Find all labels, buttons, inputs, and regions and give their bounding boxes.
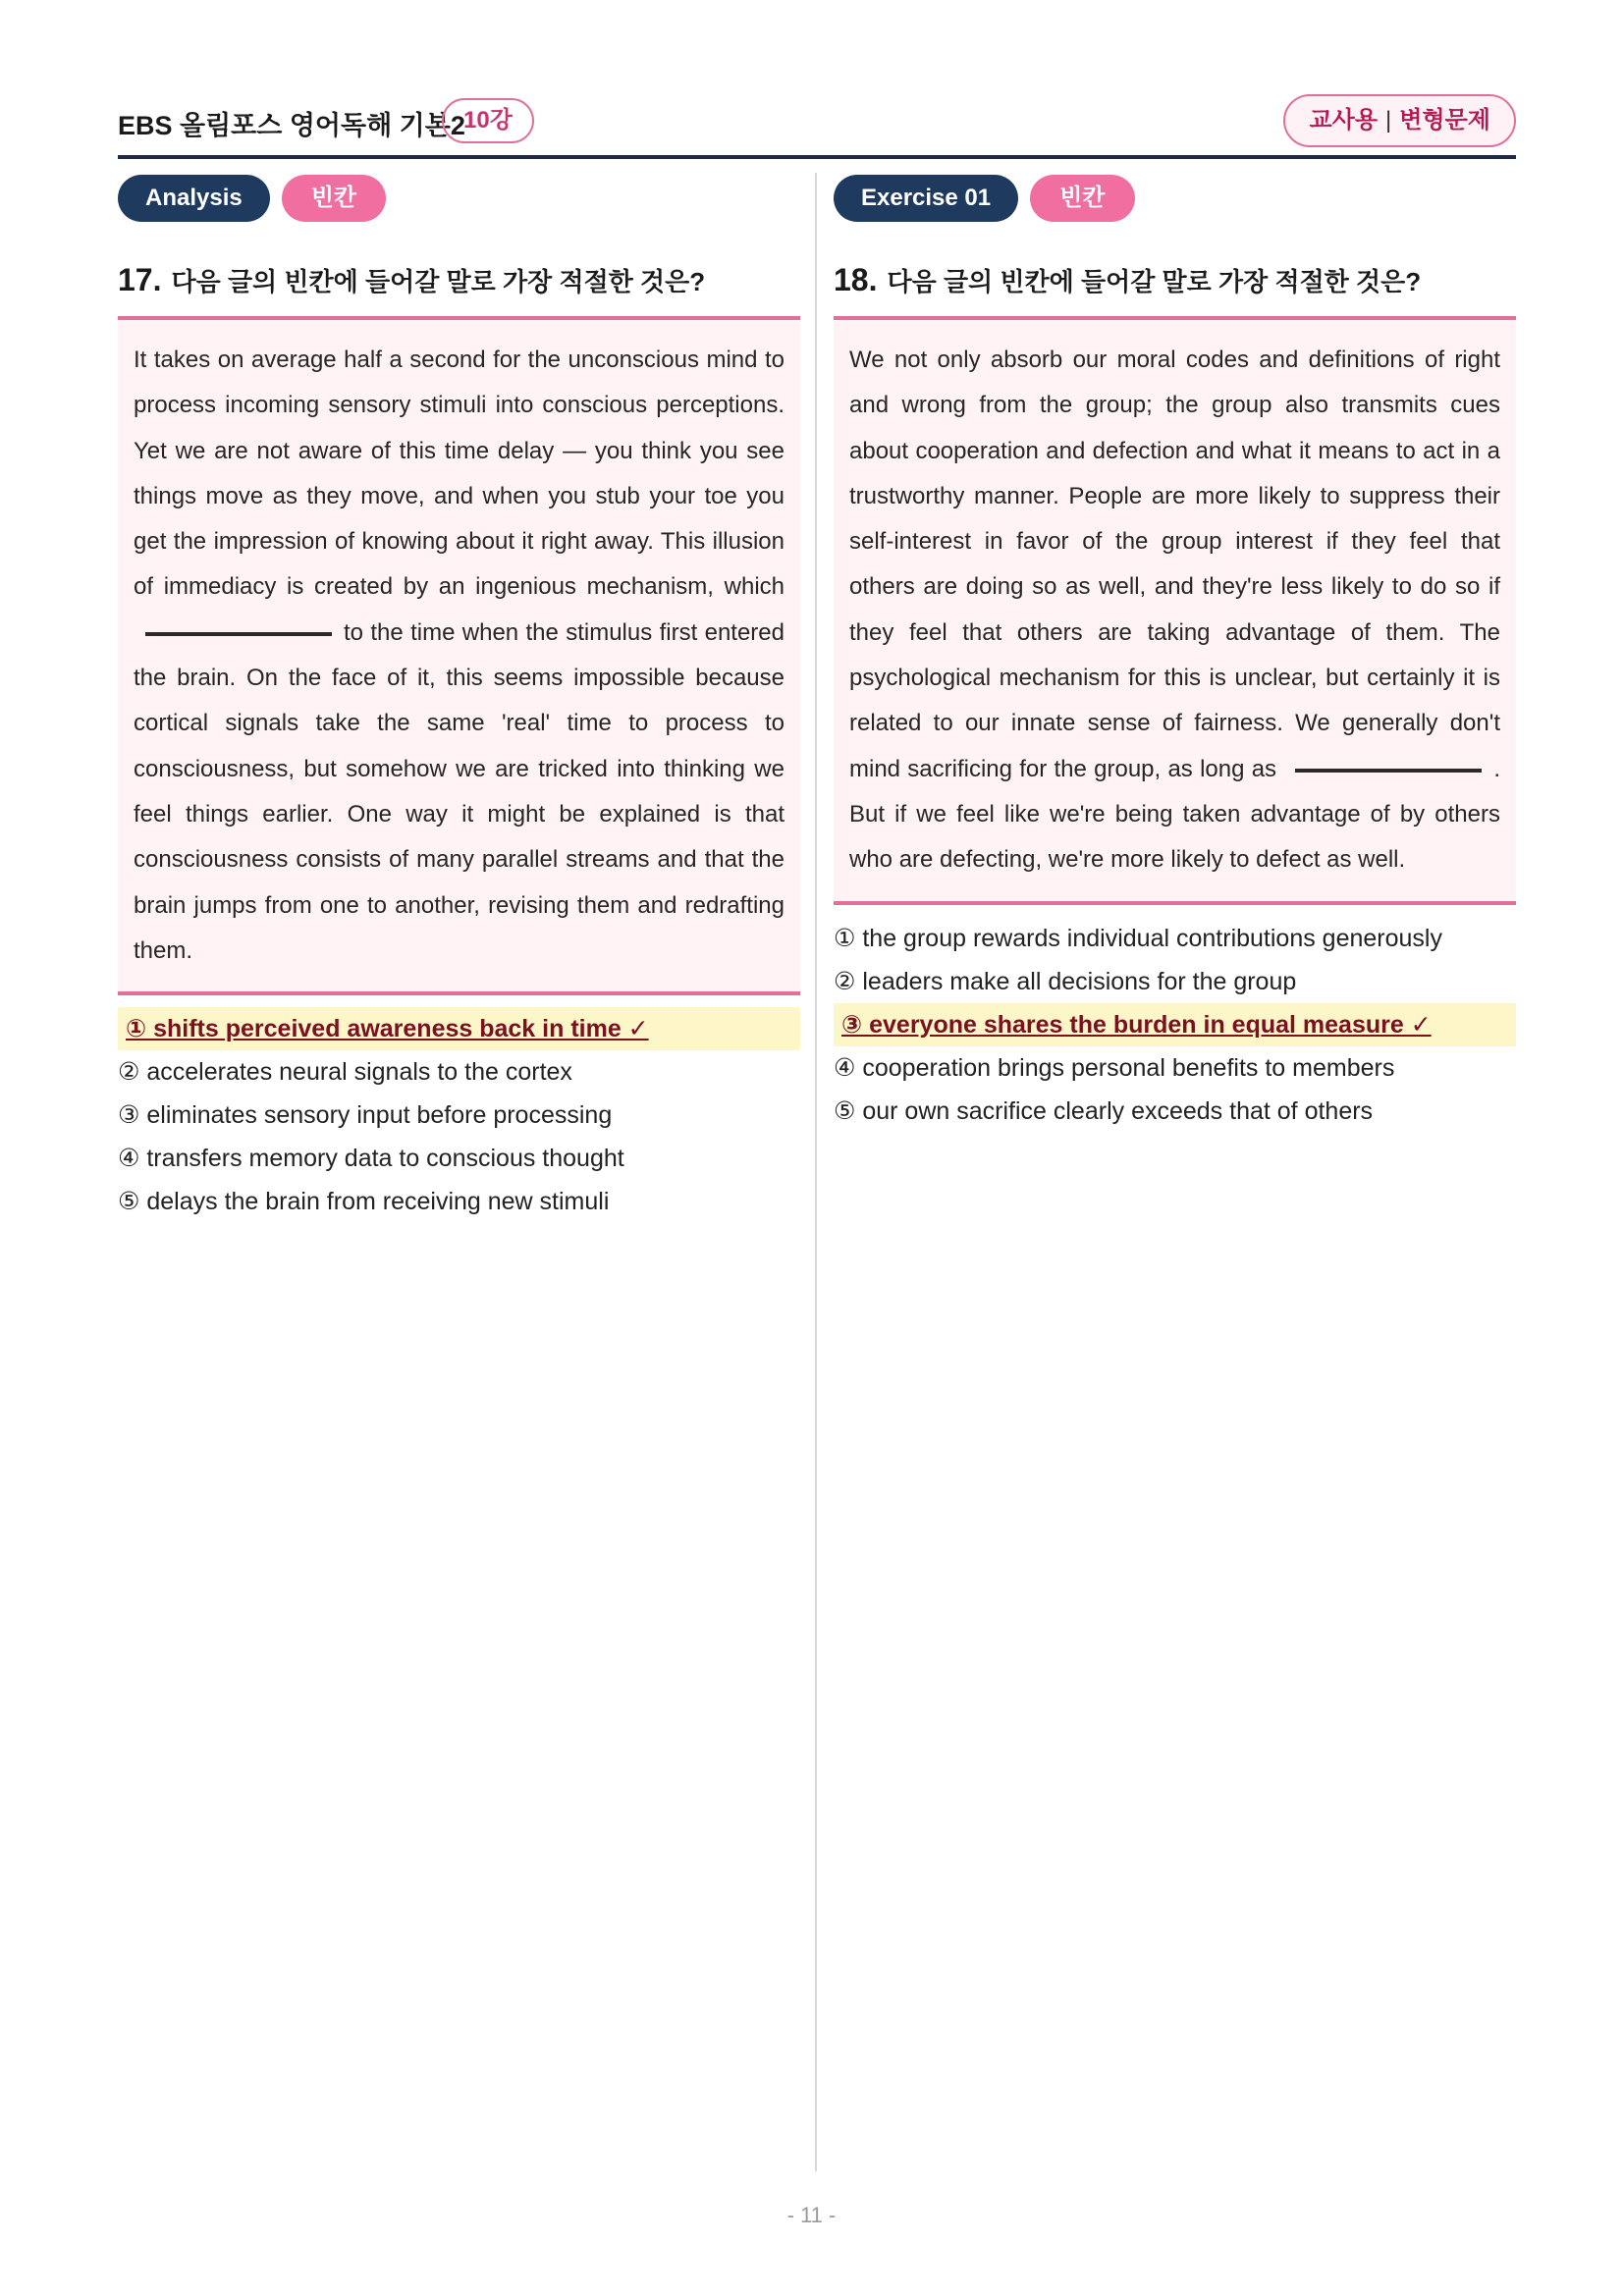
option-1-correct[interactable]: ① shifts perceived awareness back in time ✓ [118,1007,800,1050]
page-header [118,94,1516,153]
answer-blank [1295,769,1482,773]
section-tag-analysis: Analysis [118,175,270,222]
passage-text-after-blank: . But if we feel like we're being taken advantage of by others who are defecting, we're more likely to defect as well. [849,755,1500,874]
page-number: - 11 - [786,2203,837,2227]
passage-text-before-blank: We not only absorb our moral codes and definitions of right and wrong from the group; the group also transmits cues about cooperation and defection and what it means to act in a trustworthy manner. People are more likely to suppress their self-interest in favor of the group interest if they feel that others are doing so as well, and they're less likely to do so if they feel that others are taking advantage of them. The psychological mechanism for this is unclear, but certainly it is related to our innate sense of fairness. We generally don't mind sacrificing for the group, as long as [849,347,1500,782]
book-title: EBS 올림포스 영어독해 기본2 [118,111,465,140]
teacher-badge [1283,94,1516,147]
option-5[interactable]: ⑤ our own sacrifice clearly exceeds that of others [834,1096,1374,1125]
section-tags [834,175,1516,222]
option-3-correct[interactable]: ③ everyone shares the burden in equal measure ✓ [834,1003,1516,1046]
header-divider [118,155,1516,159]
question-text: 다음 글의 빈칸에 들어갈 말로 가장 적절한 것은? [887,267,1422,296]
section-tags [118,175,800,222]
option-1[interactable]: ① the group rewards individual contributions generously [834,924,1442,952]
question-prompt [118,261,800,298]
passage-bottom-rule [118,991,800,995]
option-2[interactable]: ② leaders make all decisions for the group [834,967,1297,995]
lesson-badge: 10강 [442,98,534,143]
passage-text-after-blank: to the time when the stimulus first entered the brain. On the face of it, this seems impossible because cortical signals take the same 'real' time to process to consciousness, but somehow we are tricked into thinking we feel things earlier. One way it might be explained is that consciousness consists of many parallel streams and that the brain jumps from one to another, revising them and redrafting them. [134,618,784,964]
passage-box [834,320,1516,901]
role-label: 교사용 [1309,107,1379,133]
question-18-column [834,175,1516,1133]
passage-box [118,320,800,991]
answer-blank [145,632,332,636]
section-tag-blank: 빈칸 [1030,175,1134,222]
passage-text-before-blank: It takes on average half a second for the unconscious mind to process incoming sensory stimuli into conscious perceptions. Yet we are not aware of this time delay — you think you see things move as they move, and when you stub your toe you get the impression of knowing about it right away. This illusion of immediacy is created by an ingenious mechanism, which [134,347,784,601]
answer-options [834,917,1516,1133]
option-5[interactable]: ⑤ delays the brain from receiving new stimuli [118,1188,610,1216]
answer-options [118,1007,800,1223]
option-3[interactable]: ③ eliminates sensory input before processing [118,1101,613,1130]
section-tag-exercise: Exercise 01 [834,175,1018,222]
type-label: 변형문제 [1399,107,1490,133]
question-17-column [118,175,800,1223]
question-number: 18. [834,262,878,297]
question-number: 17. [118,262,162,297]
option-2[interactable]: ② accelerates neural signals to the cortex [118,1058,572,1087]
column-divider [815,173,817,2171]
question-text: 다음 글의 빈칸에 들어갈 말로 가장 적절한 것은? [171,267,706,296]
option-4[interactable]: ④ cooperation brings personal benefits to members [834,1053,1395,1082]
question-prompt [834,261,1516,298]
passage-bottom-rule [834,901,1516,905]
role-separator: | [1385,107,1392,133]
section-tag-blank: 빈칸 [282,175,386,222]
option-4[interactable]: ④ transfers memory data to conscious thought [118,1145,624,1173]
